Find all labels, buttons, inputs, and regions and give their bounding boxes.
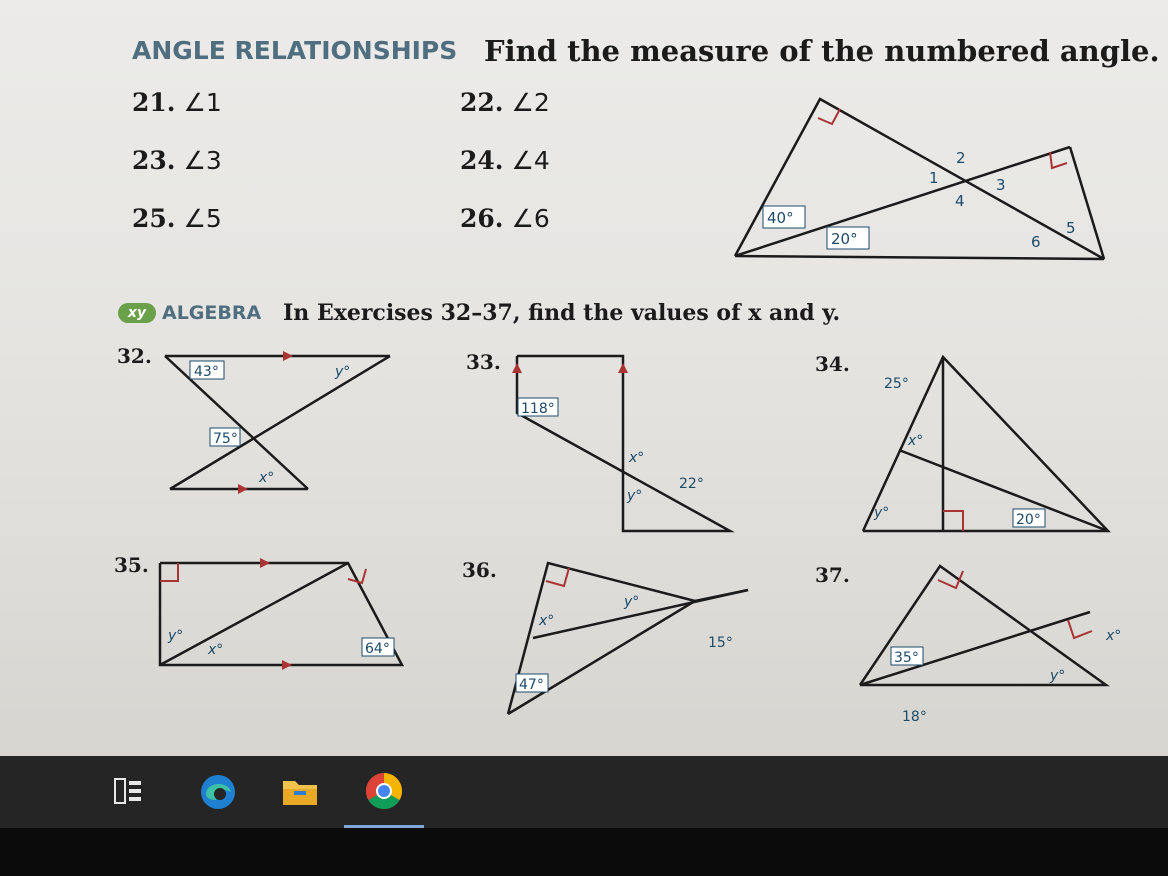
label-x: x° <box>1106 628 1122 644</box>
label-x: x° <box>908 433 924 449</box>
label-y: y° <box>1050 668 1066 684</box>
exercise-22: 22. ∠2 <box>460 88 550 117</box>
label-x: x° <box>629 450 645 466</box>
exercise-23: 23. ∠3 <box>132 146 222 175</box>
label-angle-1: 1 <box>929 169 939 187</box>
label-118-degree: 118° <box>521 401 555 417</box>
windows-taskbar <box>0 756 1168 828</box>
label-angle-2: 2 <box>956 149 966 167</box>
problem-36-number: 36. <box>462 558 497 582</box>
label-43-degree: 43° <box>194 364 219 380</box>
label-x: x° <box>208 642 224 658</box>
exercise-25: 25. ∠5 <box>132 204 222 233</box>
exercise-24: 24. ∠4 <box>460 146 550 175</box>
figure-37-labels <box>891 628 1121 725</box>
label-25-degree: 25° <box>884 376 909 392</box>
label-angle-4: 4 <box>955 192 965 210</box>
problem-33-number: 33. <box>466 350 501 374</box>
label-20-degree: 20° <box>831 230 858 248</box>
problem-37-number: 37. <box>815 563 850 587</box>
figure-32-labels <box>190 361 350 486</box>
problem-32-number: 32. <box>117 344 152 368</box>
label-x: x° <box>539 613 555 629</box>
label-22-degree: 22° <box>679 476 704 492</box>
label-y: y° <box>335 364 351 380</box>
algebra-instruction: In Exercises 32–37, find the values of x and y. <box>283 300 841 326</box>
task-view-icon[interactable] <box>104 756 154 828</box>
label-y: y° <box>627 488 643 504</box>
algebra-badge: xy <box>118 303 156 323</box>
section-label: ANGLE RELATIONSHIPS <box>132 36 458 65</box>
chrome-browser-icon[interactable] <box>344 756 424 828</box>
algebra-label: ALGEBRA <box>162 302 262 324</box>
figure-37 <box>860 566 1106 685</box>
problem-35-number: 35. <box>114 553 149 577</box>
problem-34-number: 34. <box>815 352 850 376</box>
label-y: y° <box>624 594 640 610</box>
edge-browser-icon[interactable] <box>190 756 246 828</box>
label-18-degree: 18° <box>902 709 927 725</box>
label-64-degree: 64° <box>365 641 390 657</box>
label-y: y° <box>168 628 184 644</box>
label-y: y° <box>874 505 890 521</box>
section-instruction: Find the measure of the numbered angle. <box>484 34 1160 68</box>
label-47-degree: 47° <box>519 677 544 693</box>
exercise-26: 26. ∠6 <box>460 204 550 233</box>
label-40-degree: 40° <box>767 209 794 227</box>
label-20-degree: 20° <box>1016 512 1041 528</box>
figure-33 <box>517 356 730 531</box>
label-15-degree: 15° <box>708 635 733 651</box>
label-75-degree: 75° <box>213 431 238 447</box>
exercise-21: 21. ∠1 <box>132 88 222 117</box>
main-figure <box>735 99 1104 259</box>
file-explorer-icon[interactable] <box>272 756 328 828</box>
label-angle-6: 6 <box>1031 233 1041 251</box>
label-x: x° <box>259 470 275 486</box>
label-angle-3: 3 <box>996 176 1006 194</box>
main-figure-labels <box>763 149 1076 251</box>
figure-33-labels <box>518 398 704 504</box>
screen-bezel <box>0 828 1168 876</box>
label-angle-5: 5 <box>1066 219 1076 237</box>
label-35-degree: 35° <box>894 650 919 666</box>
